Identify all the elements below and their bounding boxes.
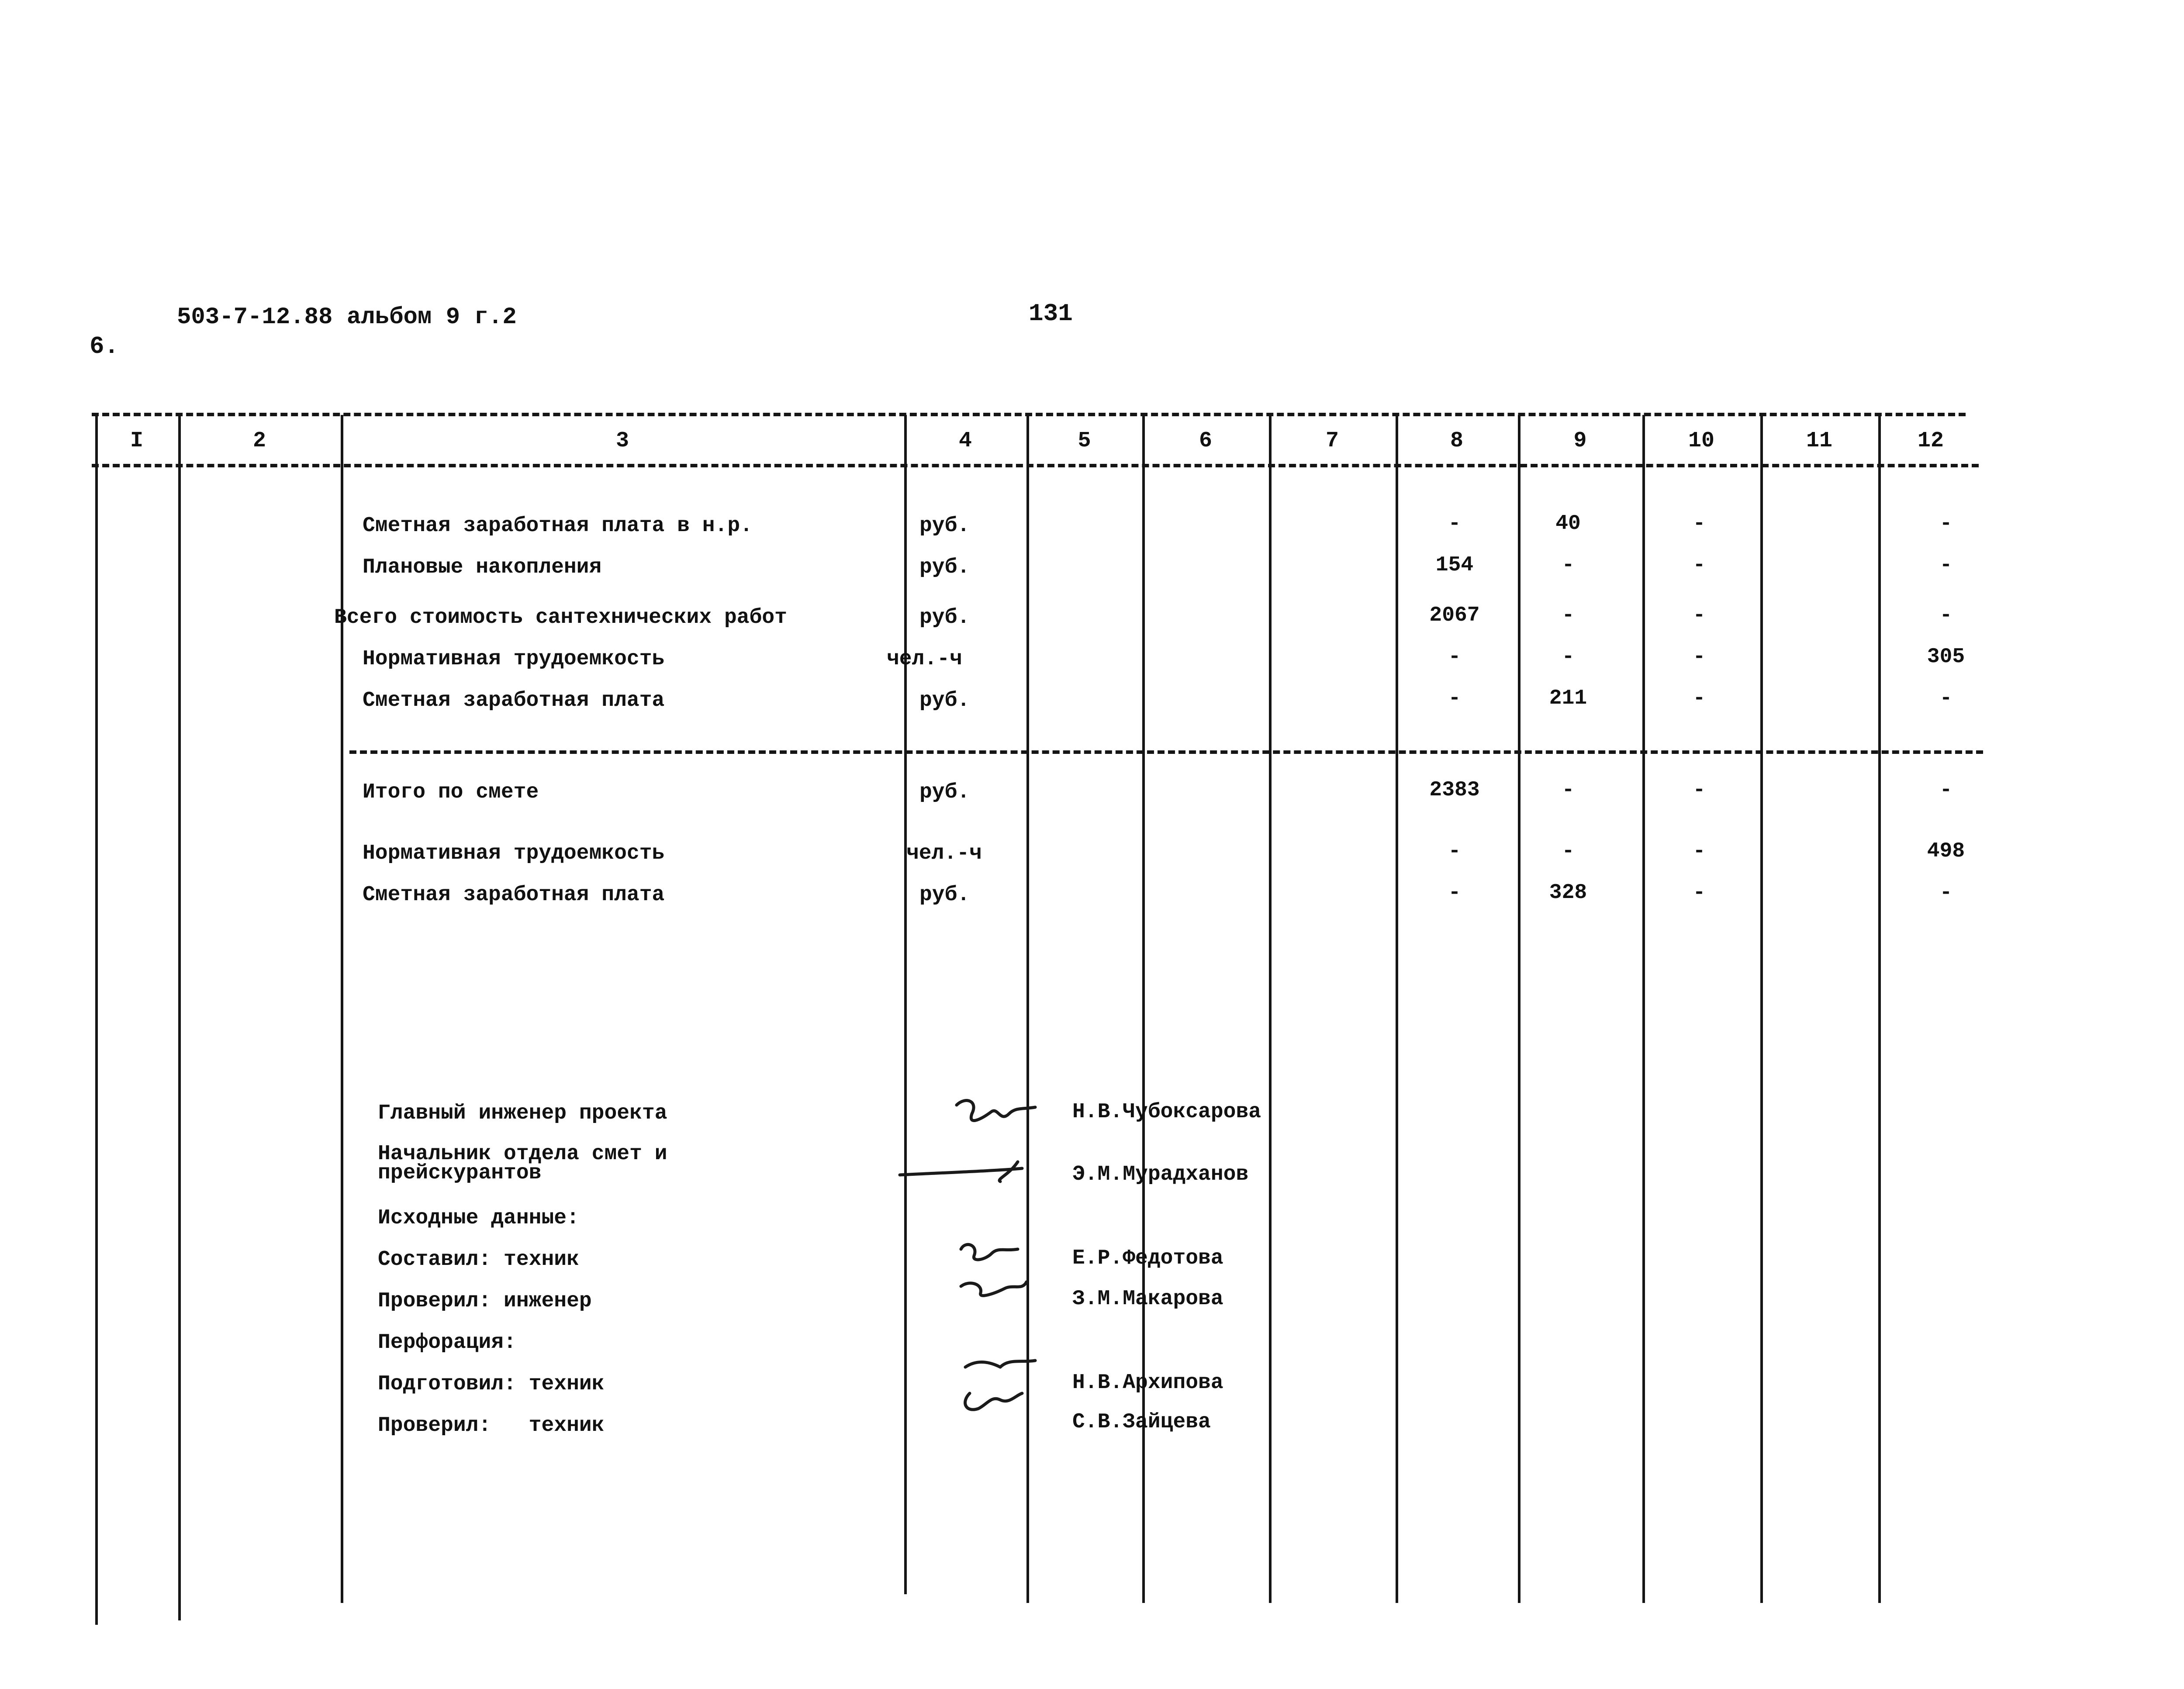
handwritten-signatures <box>891 1088 1066 1454</box>
column-divider <box>1518 415 1521 1603</box>
row-name: Сметная заработная плата <box>363 689 665 712</box>
row-col9: - <box>1562 604 1575 627</box>
signature-role: Начальник отдела смет и прейскурантов <box>378 1142 667 1185</box>
row-col9: - <box>1562 645 1575 669</box>
row-col12: - <box>1939 512 1952 535</box>
column-divider <box>1396 415 1398 1603</box>
row-name: Плановые накопления <box>363 556 602 579</box>
row-col10: - <box>1693 839 1706 863</box>
row-col12: 498 <box>1927 839 1965 863</box>
row-col12: - <box>1939 881 1952 905</box>
column-divider <box>341 415 343 1603</box>
row-col10: - <box>1693 553 1706 577</box>
row-col12: 305 <box>1927 645 1965 669</box>
column-divider <box>1269 415 1272 1603</box>
row-col10: - <box>1693 778 1706 802</box>
signature-squiggle <box>965 1393 1022 1409</box>
row-unit: чел.-ч <box>887 647 962 671</box>
signature-squiggle <box>900 1162 1022 1181</box>
signature-person: Н.В.Архипова <box>1072 1371 1223 1395</box>
row-col10: - <box>1693 512 1706 535</box>
row-col9: - <box>1562 839 1575 863</box>
column-header: 9 <box>1573 428 1587 453</box>
signature-person: Е.Р.Федотова <box>1072 1247 1223 1270</box>
column-header: 11 <box>1806 428 1832 453</box>
column-header: 3 <box>615 428 629 453</box>
signature-squiggle <box>961 1244 1018 1260</box>
row-col8: 154 <box>1435 553 1474 577</box>
row-col12: - <box>1939 604 1952 627</box>
document-code: 503-7-12.88 альбом 9 г.2 <box>177 304 517 331</box>
row-col8: 2067 <box>1429 604 1480 627</box>
row-col12: - <box>1939 778 1952 802</box>
column-header: 6 <box>1199 428 1212 453</box>
row-name: Всего стоимость сантехнических работ <box>334 606 787 629</box>
signature-role: Исходные данные: <box>378 1206 579 1230</box>
row-name: Сметная заработная плата в н.р. <box>363 514 753 538</box>
row-col10: - <box>1693 604 1706 627</box>
signature-role: Составил: техник <box>378 1248 579 1271</box>
row-col9: 40 <box>1555 512 1581 535</box>
row-col12: - <box>1939 687 1952 710</box>
row-col8: - <box>1448 645 1461 669</box>
column-divider <box>1878 415 1881 1603</box>
signature-person: С.В.Зайцева <box>1072 1410 1211 1434</box>
signature-role: Проверил: техник <box>378 1414 605 1437</box>
header-bottom-border <box>92 464 1979 467</box>
row-name: Сметная заработная плата <box>363 883 665 907</box>
row-unit: руб. <box>919 689 970 712</box>
row-unit: руб. <box>919 556 970 579</box>
row-col8: 2383 <box>1429 778 1480 802</box>
row-col9: 211 <box>1549 687 1587 710</box>
subtotal-separator <box>349 750 1983 754</box>
row-name: Нормативная трудоемкость <box>363 842 665 865</box>
signature-squiggle <box>957 1101 1035 1121</box>
row-col12: - <box>1939 553 1952 577</box>
signature-squiggle <box>965 1361 1035 1367</box>
row-unit: руб. <box>919 781 970 804</box>
row-unit: чел.-ч <box>906 842 982 865</box>
row-col8: - <box>1448 839 1461 863</box>
row-col9: - <box>1562 778 1575 802</box>
column-header: 2 <box>252 428 266 453</box>
column-divider <box>178 415 181 1620</box>
row-col9: - <box>1562 553 1575 577</box>
column-divider <box>1642 415 1645 1603</box>
sheet-number: 6. <box>90 332 119 360</box>
column-header: 8 <box>1450 428 1463 453</box>
column-divider <box>95 415 98 1625</box>
column-header: 5 <box>1078 428 1091 453</box>
row-unit: руб. <box>919 514 970 538</box>
signature-person: Э.М.Мурадханов <box>1072 1163 1249 1186</box>
column-divider <box>1760 415 1763 1603</box>
row-name: Нормативная трудоемкость <box>363 647 665 671</box>
signature-person: Н.В.Чубоксарова <box>1072 1100 1261 1124</box>
column-header: 7 <box>1325 428 1339 453</box>
row-unit: руб. <box>919 606 970 629</box>
page-number: 131 <box>1029 300 1073 328</box>
column-header: 4 <box>958 428 972 453</box>
row-col10: - <box>1693 881 1706 905</box>
signature-role: Перфорация: <box>378 1331 516 1354</box>
signature-role: Подготовил: техник <box>378 1372 605 1396</box>
row-col9: 328 <box>1549 881 1587 905</box>
row-name: Итого по смете <box>363 781 539 804</box>
row-col8: - <box>1448 687 1461 710</box>
row-col10: - <box>1693 645 1706 669</box>
column-header: I <box>130 428 143 453</box>
signature-role: Главный инженер проекта <box>378 1102 667 1125</box>
signature-squiggle <box>961 1282 1026 1295</box>
row-col8: - <box>1448 881 1461 905</box>
row-col10: - <box>1693 687 1706 710</box>
signature-person: З.М.Макарова <box>1072 1287 1223 1311</box>
column-header: 10 <box>1688 428 1714 453</box>
signature-role: Проверил: инженер <box>378 1289 592 1313</box>
row-unit: руб. <box>919 883 970 907</box>
row-col8: - <box>1448 512 1461 535</box>
column-header: 12 <box>1917 428 1944 453</box>
